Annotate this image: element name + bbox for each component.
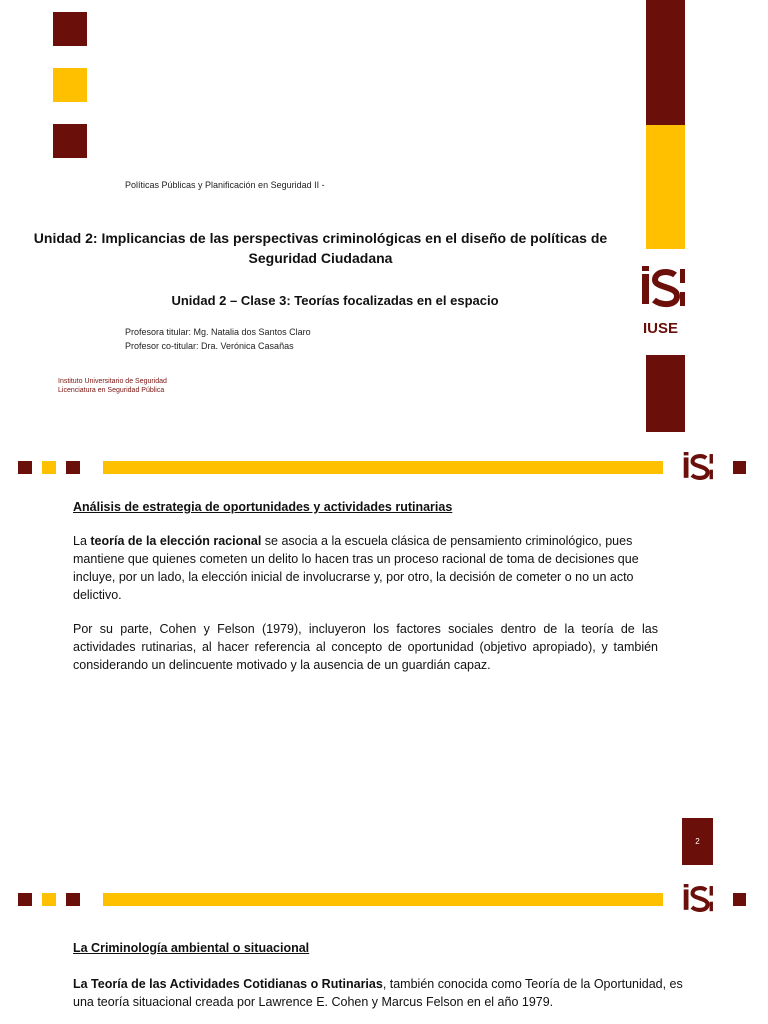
header-square-maroon-2 bbox=[66, 461, 80, 474]
text-segment: Por su parte, Cohen y Felson (1979), incluyeron los factores sociales dentro de la teoría de las actividades rutinarias, al hacer referencia al concepto de oportunidad (objetivo apropiado), y también considerando un delincuente motivado y la ausencia de un guardián capaz. bbox=[73, 622, 658, 672]
bold-term: teoría de la elección racional bbox=[90, 534, 262, 548]
text-segment: La bbox=[73, 534, 91, 548]
section-heading: La Criminología ambiental o situacional bbox=[73, 941, 310, 955]
header-gold-bar bbox=[103, 893, 663, 906]
iuse-s-logo-icon bbox=[639, 266, 687, 316]
institution-degree: Licenciatura en Seguridad Pública bbox=[58, 387, 165, 394]
decor-square-maroon-bottom bbox=[53, 124, 87, 158]
right-bar-maroon-top bbox=[646, 0, 685, 125]
bold-term: La Teoría de las Actividades Cotidianas o Rutinarias bbox=[73, 977, 383, 991]
professor-cotitular: Profesor co-titular: Dra. Verónica Casañas bbox=[125, 341, 294, 351]
text-segment: , también conocida como Teoría de la Oportunidad, es una teoría situacional creada por Lawrence E. Cohen y Marcus Felson en el año 1979. bbox=[73, 977, 683, 1009]
paragraph-cohen-felson bbox=[73, 620, 658, 674]
header-square-maroon-1 bbox=[18, 461, 32, 474]
page-number-badge: 2 bbox=[682, 818, 713, 865]
header-square-maroon-right bbox=[733, 461, 746, 474]
slide-title: Unidad 2: Implicancias de las perspectivas criminológicas en el diseño de políticas de Seguridad Ciudadana bbox=[33, 230, 608, 266]
paragraph-routine-activities bbox=[73, 975, 703, 1011]
header-gold-bar bbox=[103, 461, 663, 474]
header-square-gold bbox=[42, 461, 56, 474]
slide-subtitle: Unidad 2 – Clase 3: Teorías focalizadas en el espacio bbox=[171, 293, 499, 308]
decor-square-gold bbox=[53, 68, 87, 102]
paragraph-rational-choice bbox=[73, 532, 660, 604]
right-bar-gold bbox=[646, 125, 685, 249]
decor-square-maroon-top bbox=[53, 12, 87, 46]
course-line: Políticas Públicas y Planificación en Seguridad II - bbox=[125, 180, 325, 190]
header-square-gold bbox=[42, 893, 56, 906]
iuse-s-logo-icon bbox=[681, 884, 715, 918]
right-bar-maroon-bottom bbox=[646, 355, 685, 432]
header-square-maroon-right bbox=[733, 893, 746, 906]
iuse-logo-text: IUSE bbox=[643, 320, 679, 337]
header-square-maroon-2 bbox=[66, 893, 80, 906]
professor-titular: Profesora titular: Mg. Natalia dos Santos Claro bbox=[125, 327, 311, 337]
header-square-maroon-1 bbox=[18, 893, 32, 906]
institution-name: Instituto Universitario de Seguridad bbox=[58, 378, 167, 385]
section-heading: Análisis de estrategia de oportunidades y actividades rutinarias bbox=[73, 500, 453, 514]
text-segment: se asocia a la escuela clásica de pensamiento criminológico, pues mantiene que quienes cometen un delito lo hacen tras un proceso racional de toma de decisiones que incluye, por un lado, la elección inicial de involucrarse y, por otro, la decisión de cometer o no un acto delictivo. bbox=[73, 534, 639, 602]
iuse-s-logo-icon bbox=[681, 452, 715, 486]
